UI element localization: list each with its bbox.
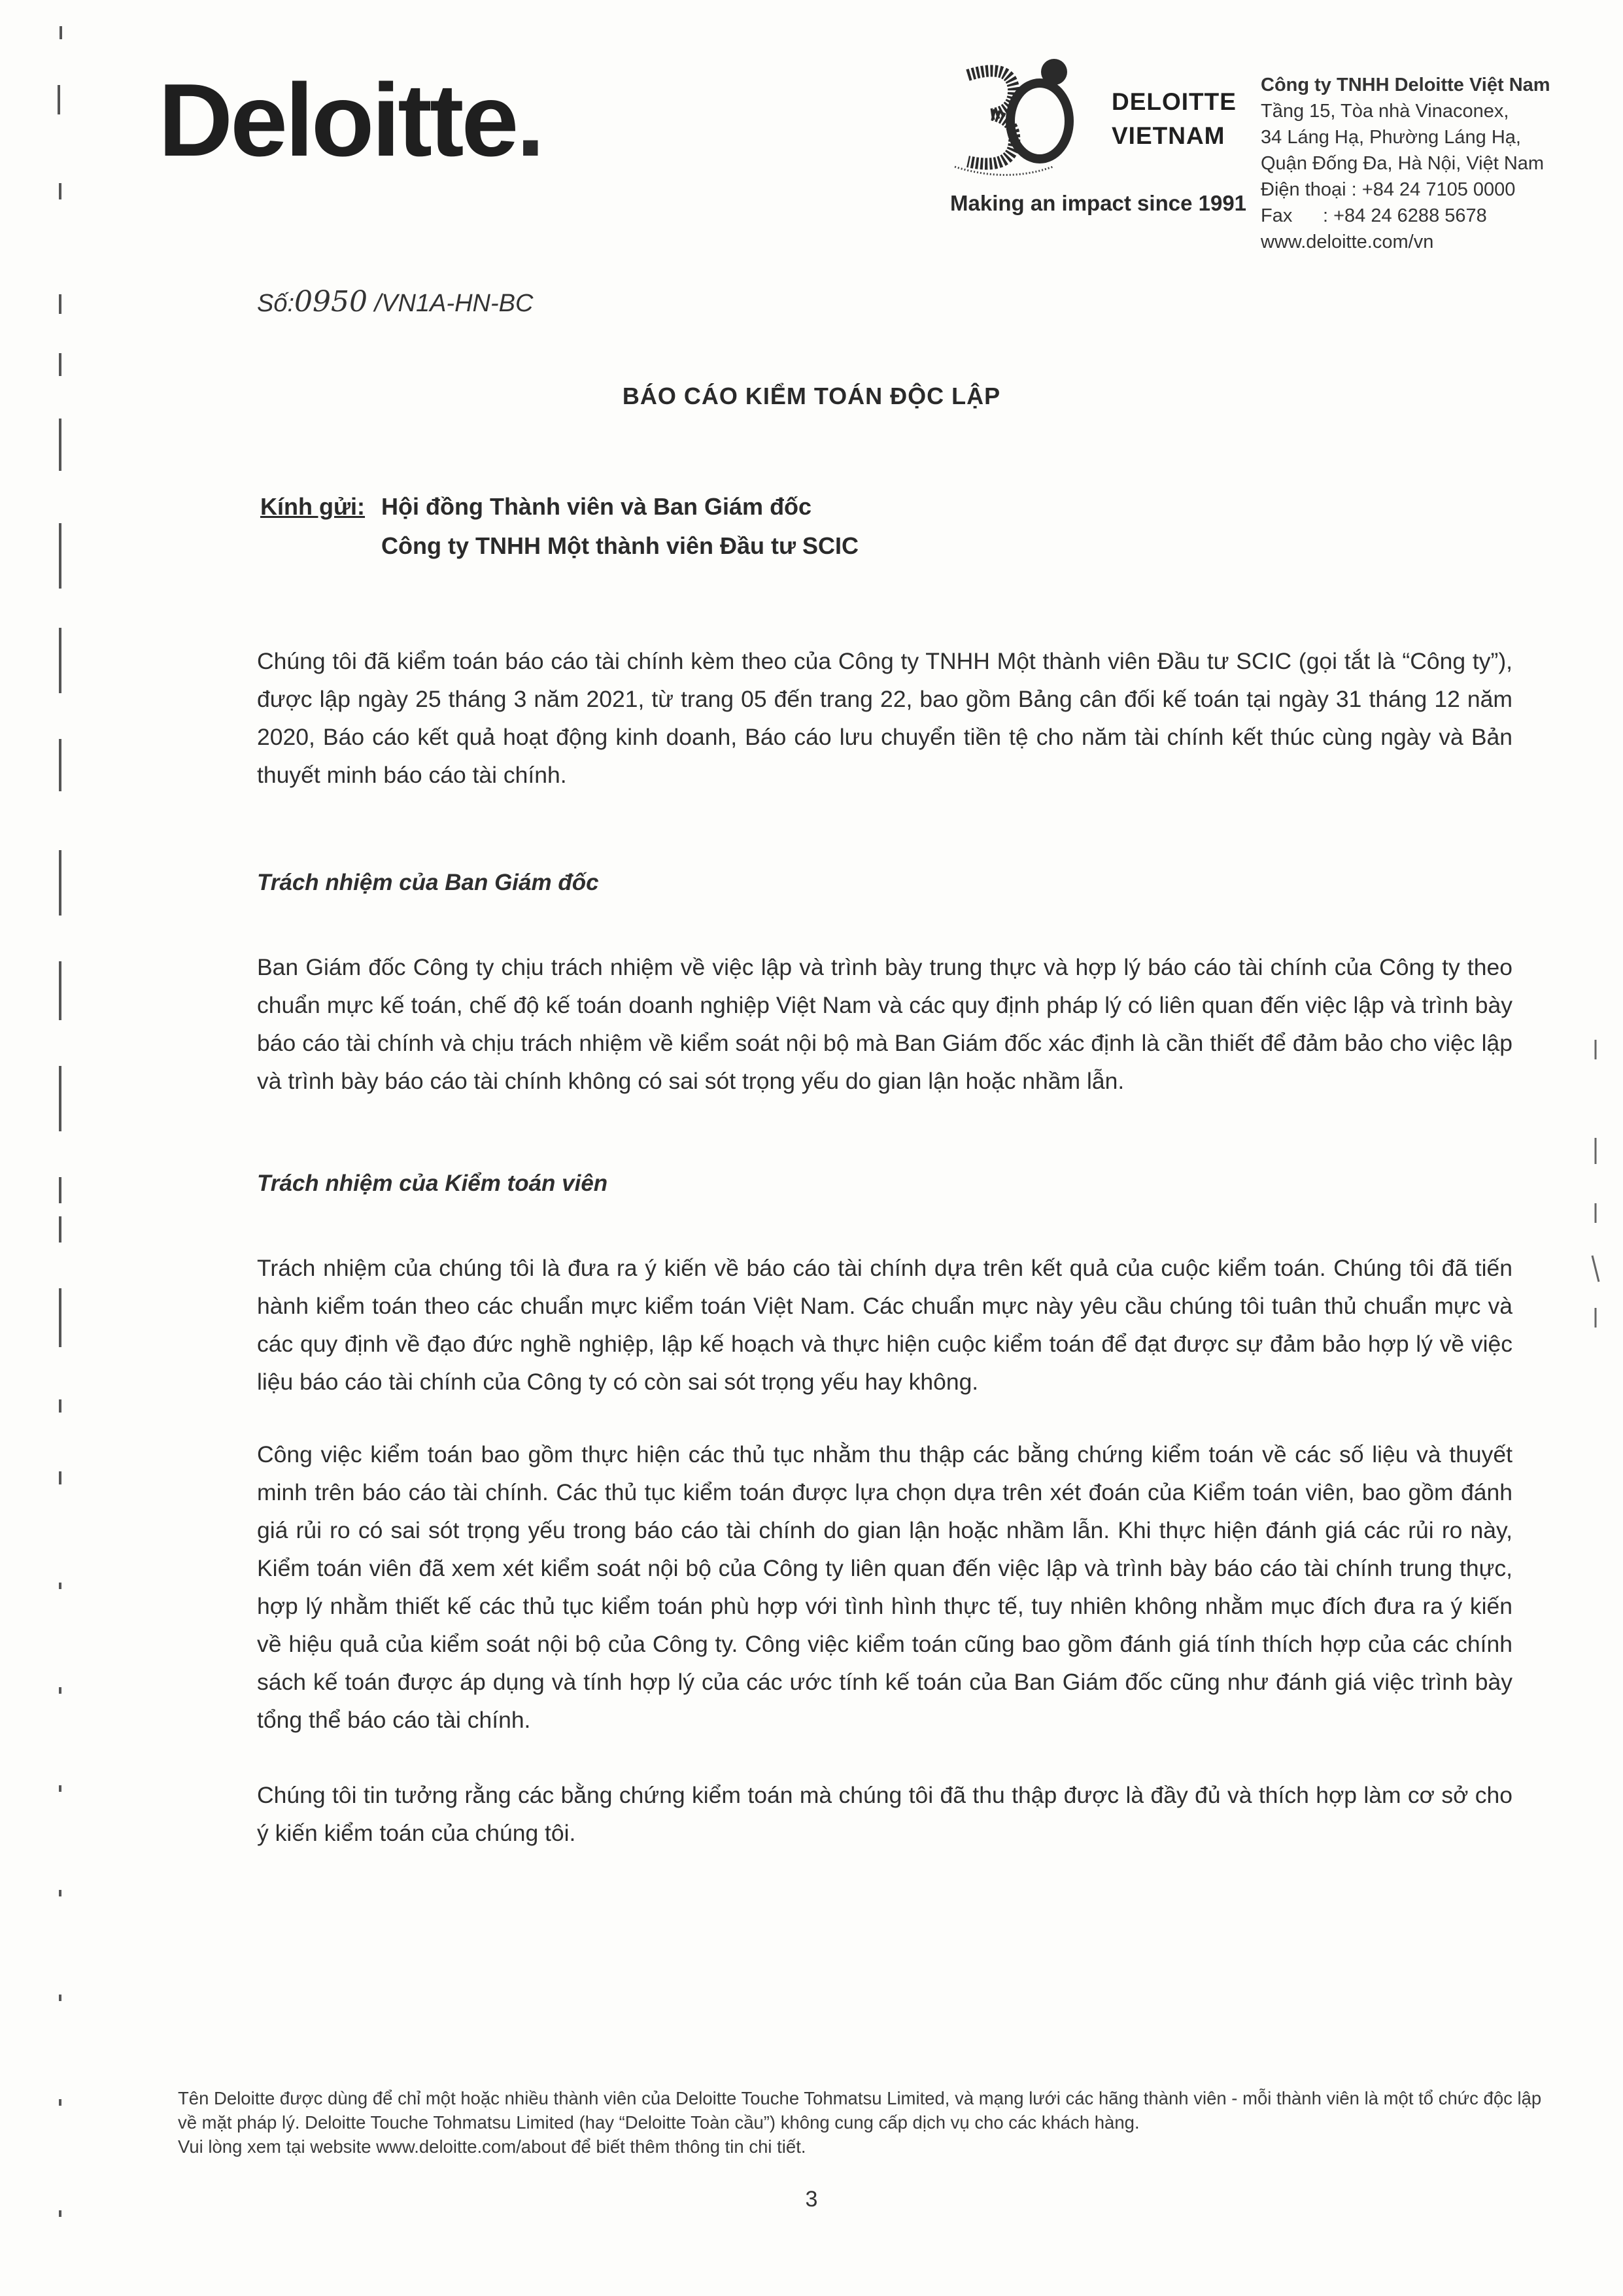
fax-label: Fax — [1261, 205, 1293, 226]
intro-paragraph: Chúng tôi đã kiểm toán báo cáo tài chính kèm theo của Công ty TNHH Một thành viên Đầu tư SCIC (gọi tắt là “Công ty”), được lập ngày 25 tháng 3 năm 2021, từ trang 05 đến trang 22, bao gồm Bảng cân đối kế toán tại ngày 31 tháng 12 năm 2020, Báo cáo kết quả hoạt động kinh doanh, Báo cáo lưu chuyển tiền tệ cho năm tài chính kết thúc cùng ngày và Bản thuyết minh báo cáo tài chính. — [257, 648, 1512, 788]
brand-line-1: DELOITTE — [1112, 88, 1237, 115]
footer-disclaimer — [178, 2086, 1551, 2159]
website: www.deloitte.com/vn — [1261, 231, 1434, 252]
30-years-emblem-icon — [942, 49, 1079, 180]
deloitte-logo: Deloitte. — [158, 63, 543, 178]
tagline: Making an impact since 1991 — [950, 191, 1247, 215]
reference-number — [257, 285, 533, 318]
company-address-block — [1261, 72, 1550, 255]
address-line: Tầng 15, Tòa nhà Vinaconex, — [1261, 101, 1509, 122]
deloitte-vietnam-wordmark — [1112, 85, 1237, 153]
section-paragraph: Công việc kiểm toán bao gồm thực hiện các thủ tục nhằm thu thập các bằng chứng kiểm toán về các số liệu và thuyết minh trên báo cáo tài chính. Các thủ tục kiểm toán được lựa chọn dựa trên xét đoán của Kiểm toán viên, bao gồm đánh giá rủi ro có sai sót trọng yếu trong báo cáo tài chính do gian lận hoặc nhầm lẫn. Khi thực hiện đánh giá các rủi ro này, Kiểm toán viên đã xem xét kiểm soát nội bộ của Công ty liên quan đến việc lập và trình bày báo cáo tài chính trung thực, hợp lý nhằm thiết kế các thủ tục kiểm toán phù hợp với tình hình thực tế, tuy nhiên không nhằm mục đích đưa ra ý kiến về hiệu quả của kiểm soát nội bộ của Công ty. Công việc kiểm toán cũng bao gồm đánh giá tính thích hợp của các chính sách kế toán được áp dụng và tính hợp lý của các ước tính kế toán của Ban Giám đốc cũng như đánh giá việc trình bày tổng thể báo cáo tài chính. — [257, 1441, 1512, 1733]
recipient-block — [260, 487, 859, 566]
brand-line-2: VIETNAM — [1112, 122, 1225, 149]
page-number: 3 — [805, 2187, 818, 2212]
address-line: 34 Láng Hạ, Phường Láng Hạ, — [1261, 127, 1521, 148]
binder-hole-marks — [51, 0, 71, 2296]
document-title: BÁO CÁO KIỂM TOÁN ĐỘC LẬP — [622, 383, 1001, 409]
recipient-line-2: Công ty TNHH Một thành viên Đầu tư SCIC — [381, 532, 859, 559]
address-line: Quận Đống Đa, Hà Nội, Việt Nam — [1261, 153, 1545, 174]
section-heading: Trách nhiệm của Kiểm toán viên — [257, 1171, 608, 1196]
footer-line: Vui lòng xem tại website www.deloitte.com/about để biết thêm thông tin chi tiết. — [178, 2136, 806, 2157]
reference-suffix: /VN1A-HN-BC — [374, 290, 534, 317]
recipient-label: Kính gửi: — [260, 493, 366, 520]
section-paragraph: Trách nhiệm của chúng tôi là đưa ra ý kiến về báo cáo tài chính dựa trên kết quả của cuộc kiểm toán. Chúng tôi đã tiến hành kiểm toán theo các chuẩn mực kiểm toán Việt Nam. Các chuẩn mực này yêu cầu chúng tôi tuân thủ chuẩn mực và các quy định về đạo đức nghề nghiệp, lập kế hoạch và thực hiện cuộc kiểm toán để đạt được sự đảm bảo hợp lý về việc liệu báo cáo tài chính của Công ty có còn sai sót trọng yếu hay không. — [257, 1255, 1512, 1395]
company-name: Công ty TNHH Deloitte Việt Nam — [1261, 75, 1550, 95]
section-paragraph: Ban Giám đốc Công ty chịu trách nhiệm về việc lập và trình bày trung thực và hợp lý báo cáo tài chính của Công ty theo chuẩn mực kế toán, chế độ kế toán doanh nghiệp Việt Nam và các quy định pháp lý có liên quan đến việc lập và trình bày báo cáo tài chính và chịu trách nhiệm về kiểm soát nội bộ mà Ban Giám đốc xác định là cần thiết để đảm bảo cho việc lập và trình bày báo cáo tài chính không có sai sót trọng yếu do gian lận hoặc nhầm lẫn. — [257, 954, 1512, 1094]
phone-line: Điện thoại : +84 24 7105 0000 — [1261, 179, 1516, 200]
footer-line: Tên Deloitte được dùng để chỉ một hoặc nhiều thành viên của Deloitte Touche Tohmatsu Limited, và mạng lưới các hãng thành viên - mỗi thành viên là một tổ chức độc lập về mặt pháp lý. Deloitte Touche Tohmatsu Limited (hay “Deloitte Toàn cầu”) không cung cấp dịch vụ cho các khách hàng. — [178, 2088, 1542, 2133]
section-paragraph: Chúng tôi tin tưởng rằng các bằng chứng kiểm toán mà chúng tôi đã thu thập được là đầy đủ và thích hợp làm cơ sở cho ý kiến kiểm toán của chúng tôi. — [257, 1782, 1512, 1846]
scan-edge-marks — [1582, 1033, 1609, 1334]
section-heading: Trách nhiệm của Ban Giám đốc — [257, 870, 599, 895]
fax-line — [1261, 203, 1550, 229]
fax-value: : +84 24 6288 5678 — [1323, 205, 1487, 226]
reference-prefix: Số: — [257, 290, 295, 317]
recipient-line-1: Hội đồng Thành viên và Ban Giám đốc — [381, 493, 812, 520]
handwritten-number: 0950 — [294, 285, 368, 318]
